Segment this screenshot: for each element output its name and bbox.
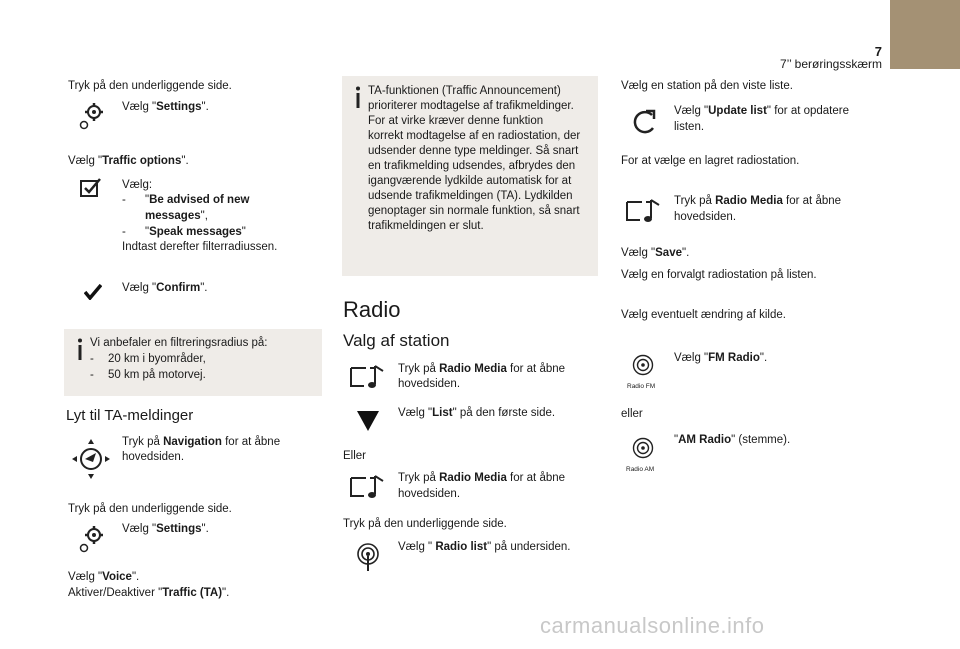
chapter-title: 7’’ berøringsskærm (779, 57, 882, 71)
option-be-advised-cont: messages", (145, 210, 208, 222)
radio-am-icon (632, 437, 654, 459)
instruction-text: Vælg "Save". (621, 247, 690, 259)
step-list: Vælg "List" på den første side. (398, 407, 556, 419)
step-radio-media: Tryk på Radio Media for at åbne (398, 472, 566, 484)
step-update-list: Vælg "Update list" for at opdatere (674, 105, 849, 117)
step-radio-list: Vælg " Radio list" på undersiden. (398, 541, 571, 553)
step-am-radio: "AM Radio" (stemme). (674, 434, 791, 446)
instruction-text: Vælg eventuelt ændring af kilde. (621, 309, 786, 321)
music-note-icon (626, 198, 662, 226)
list-dash: - (90, 369, 94, 381)
info-line: For at virke kræver denne funktion (368, 115, 544, 127)
step-radio-media-cont: hovedsiden. (398, 378, 461, 390)
step-fm-radio: Vælg "FM Radio". (674, 352, 768, 364)
instruction-text: Vælg "Voice". (68, 571, 140, 583)
navigation-icon (71, 438, 111, 480)
info-line: en trafikmelding udsendes, afbrydes den (368, 160, 576, 172)
info-text: 20 km i byområder, (108, 353, 206, 365)
instruction-text: Aktiver/Deaktiver "Traffic (TA)". (68, 587, 230, 599)
instruction-text: For at vælge en lagret radiostation. (621, 155, 800, 167)
info-line: prioriterer modtagelse af trafikmeldinger. (368, 100, 574, 112)
info-line: igangværende lydkilde automatisk for at (368, 175, 572, 187)
info-text: 50 km på motorvej. (108, 369, 206, 381)
info-line: trafikmeldingen er slut. (368, 220, 484, 232)
down-triangle-icon (356, 410, 380, 432)
info-icon (354, 86, 362, 108)
gear-icon (78, 524, 104, 554)
gear-icon (78, 101, 104, 131)
step-update-list-cont: listen. (674, 121, 705, 133)
step-select-head: Vælg: (122, 179, 153, 191)
radio-fm-label: Radio FM (627, 383, 656, 390)
instruction-text: Vælg en station på den viste liste. (621, 80, 793, 92)
info-text: Vi anbefaler en filtreringsradius på: (90, 337, 268, 349)
watermark: carmanualsonline.info (540, 613, 765, 638)
checkmark-icon (84, 284, 102, 300)
list-dash: - (122, 226, 126, 238)
music-note-icon (350, 364, 386, 392)
info-text-block (368, 84, 580, 234)
section-heading: Lyt til TA-meldinger (66, 407, 194, 424)
list-dash: - (90, 353, 94, 365)
info-icon (76, 338, 84, 360)
step-navigation-cont: hovedsiden. (122, 451, 185, 463)
refresh-icon (632, 109, 658, 135)
option-be-advised: "Be advised of new (145, 194, 250, 206)
info-line: TA-funktionen (Traffic Announcement) (368, 85, 561, 97)
step-settings: Vælg "Settings". (122, 523, 209, 535)
step-radio-media-cont: hovedsiden. (398, 488, 461, 500)
step-radio-media: Tryk på Radio Media for at åbne (398, 363, 566, 375)
instruction-text: Tryk på den underliggende side. (68, 80, 232, 92)
step-radio-media-cont: hovedsiden. (674, 211, 737, 223)
checkbox-icon (80, 178, 102, 198)
eller-text: eller (621, 408, 643, 420)
radio-am-label: Radio AM (626, 466, 655, 473)
step-settings: Vælg "Settings". (122, 101, 209, 113)
page-number: 7 (874, 44, 882, 59)
info-line: genoptager sin normale funktion, så snart (368, 205, 580, 217)
instruction-text: Tryk på den underliggende side. (68, 503, 232, 515)
instruction-text: Tryk på den underliggende side. (343, 518, 507, 530)
info-line: udsender denne type meldinger. Så snart (368, 145, 579, 157)
section-subtitle: Valg af station (343, 331, 450, 350)
step-filter-radius: Indtast derefter filterradiussen. (122, 241, 278, 253)
step-radio-media: Tryk på Radio Media for at åbne (674, 195, 842, 207)
info-line: korrekt modtagelse af en radiostation, der (368, 130, 581, 142)
music-note-icon (350, 474, 386, 502)
step-confirm: Vælg "Confirm". (122, 282, 208, 294)
instruction-text: Vælg "Traffic options". (68, 155, 189, 167)
info-line: udsende trafikmeldingen (TA). Lydkilden (368, 190, 573, 202)
chapter-tab (890, 0, 960, 69)
step-navigation: Tryk på Navigation for at åbne (122, 436, 281, 448)
list-dash: - (122, 194, 126, 206)
radio-fm-icon (632, 354, 654, 376)
instruction-text: Vælg en forvalgt radiostation på listen. (621, 269, 817, 281)
eller-text: Eller (343, 450, 367, 462)
radio-list-icon (356, 542, 380, 572)
section-title: Radio (343, 297, 401, 322)
option-speak-messages: "Speak messages" (145, 226, 246, 238)
